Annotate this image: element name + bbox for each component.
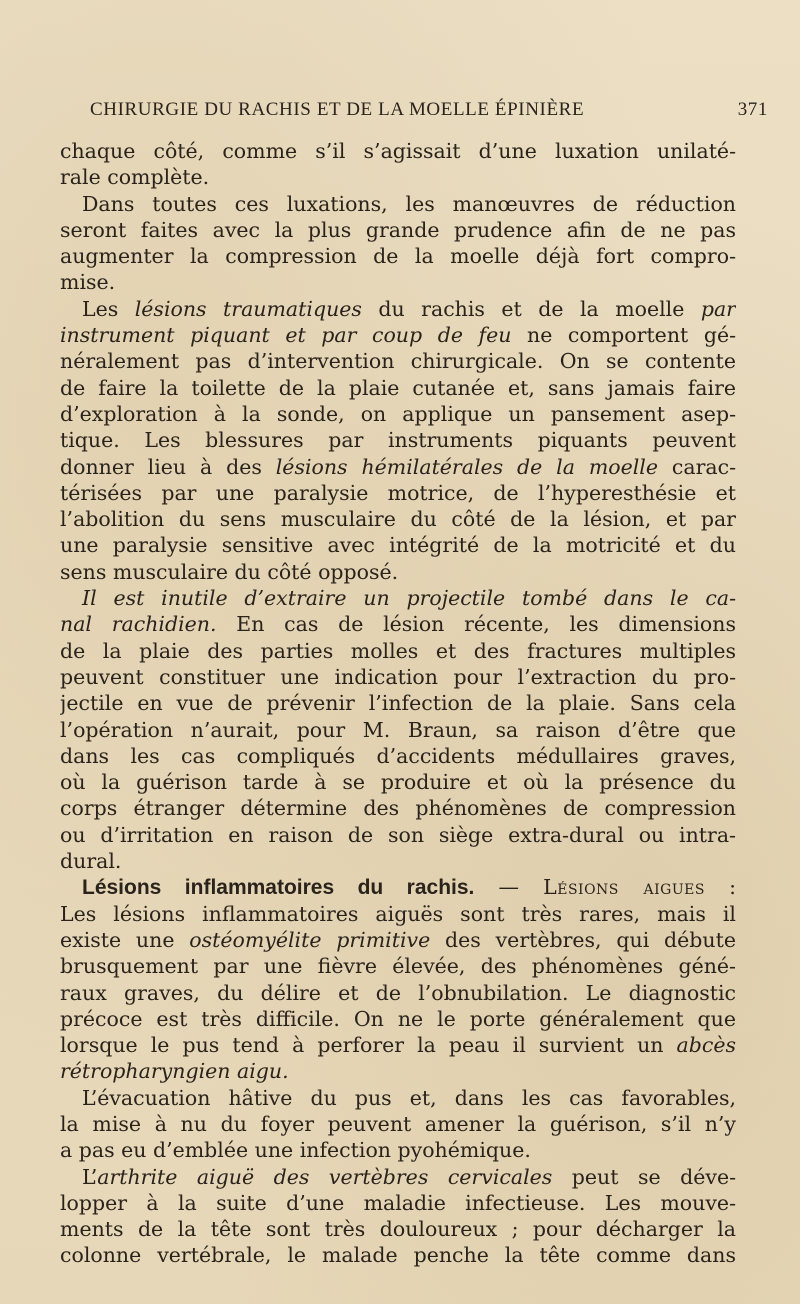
text-line — [60, 664, 736, 690]
text-segment: d’exploration à la sonde, on applique un pansement asep- — [60, 401, 736, 426]
text-segment: carac- — [657, 454, 736, 479]
subsection-label: Lésions aigues — [543, 875, 705, 900]
text-segment: l’abolition du sens musculaire du côté de la lésion, et par — [60, 507, 736, 532]
text-segment: dans les cas compliqués d’accidents médullaires graves, — [60, 743, 736, 768]
italic-phrase: arthrite aiguë des vertèbres cervicales — [97, 1164, 553, 1189]
italic-phrase: ostéomyélite primitive — [189, 927, 431, 952]
text-line — [60, 927, 736, 953]
text-line — [60, 690, 736, 716]
page-header — [90, 99, 768, 121]
text-line — [60, 638, 736, 664]
text-line — [60, 848, 736, 874]
text-line — [60, 1058, 736, 1084]
text-segment: — — [474, 875, 544, 900]
text-line — [60, 1006, 736, 1032]
text-segment: L’ — [82, 1164, 98, 1189]
text-segment: Dans toutes ces luxations, les manœuvres de réduction — [82, 191, 736, 216]
text-line — [60, 980, 736, 1006]
italic-phrase: instrument piquant et par coup de feu — [60, 323, 512, 348]
text-segment: existe une — [60, 927, 190, 952]
text-line — [60, 1111, 736, 1137]
text-line — [60, 243, 736, 269]
text-line — [60, 296, 736, 322]
text-line — [60, 322, 736, 348]
text-line — [60, 138, 736, 164]
text-line — [60, 717, 736, 743]
text-line — [60, 1137, 736, 1163]
text-line — [60, 401, 736, 427]
text-segment: des vertèbres, qui débute — [430, 927, 736, 952]
text-segment: tique. Les blessures par instruments piquants peuvent — [60, 428, 736, 453]
text-segment: une paralysie sensitive avec intégrité de la motricité et du — [60, 533, 736, 558]
running-title: CHIRURGIE DU RACHIS ET DE LA MOELLE ÉPINIÈRE — [90, 99, 585, 120]
text-segment: En cas de lésion récente, les dimensions — [216, 612, 736, 637]
italic-phrase: par — [700, 296, 736, 321]
italic-phrase: nal rachidien. — [60, 612, 217, 637]
text-segment: néralement pas d’intervention chirurgicale. On se contente — [60, 349, 736, 374]
text-segment: précoce est très difficile. On ne le porte généralement que — [60, 1006, 736, 1031]
text-segment: seront faites avec la plus grande prudence afin de ne pas — [60, 217, 736, 242]
text-line — [60, 769, 736, 795]
text-segment: lorsque le pus tend à perforer la peau il survient un — [60, 1033, 677, 1058]
text-segment: L’évacuation hâtive du pus et, dans les cas favorables, — [82, 1085, 736, 1110]
text-segment: peuvent constituer une indication pour l’extraction du pro- — [60, 664, 736, 689]
text-line — [60, 1164, 736, 1190]
text-segment: térisées par une paralysie motrice, de l’hyperesthésie et — [60, 480, 736, 505]
text-line — [60, 480, 736, 506]
text-segment: jectile en vue de prévenir l’infection de la plaie. Sans cela — [60, 691, 736, 716]
text-line — [60, 822, 736, 848]
text-segment: mise. — [60, 270, 116, 295]
text-line — [60, 1242, 736, 1268]
text-segment: donner lieu à des — [60, 454, 276, 479]
text-line — [60, 953, 736, 979]
text-segment: ments de la tête sont très douloureux ; pour décharger la — [60, 1217, 736, 1242]
italic-phrase: abcès — [676, 1033, 736, 1058]
text-segment: augmenter la compression de la moelle déjà fort compro- — [60, 244, 736, 269]
text-line — [60, 269, 736, 295]
text-line — [60, 1216, 736, 1242]
text-line — [60, 454, 736, 480]
text-segment: : — [704, 875, 736, 900]
text-line — [60, 1032, 736, 1058]
italic-phrase: lésions traumatiques — [134, 296, 362, 321]
text-line — [60, 874, 736, 900]
text-segment: corps étranger détermine des phénomènes de compression — [60, 796, 736, 821]
book-page — [60, 0, 768, 1304]
text-segment: chaque côté, comme s’il s’agissait d’une luxation unilaté- — [60, 139, 736, 163]
italic-phrase: rétropharyngien aigu. — [60, 1059, 289, 1084]
text-segment: de faire la toilette de la plaie cutanée et, sans jamais faire — [60, 375, 736, 400]
text-line — [60, 743, 736, 769]
text-line — [60, 1190, 736, 1216]
text-line — [60, 375, 736, 401]
text-segment: a pas eu d’emblée une infection pyohémique. — [60, 1138, 531, 1163]
text-segment: la mise à nu du foyer peuvent amener la guérison, s’il n’y — [60, 1111, 736, 1136]
text-segment: du rachis et de la moelle — [361, 296, 701, 321]
page-number: 371 — [737, 99, 768, 120]
text-segment: sens musculaire du côté opposé. — [60, 559, 399, 584]
text-line — [60, 559, 736, 585]
text-line — [60, 611, 736, 637]
text-line — [60, 901, 736, 927]
text-segment: raux graves, du délire et de l’obnubilation. Le diagnostic — [60, 980, 736, 1005]
body-text — [60, 138, 736, 1269]
italic-phrase: Il est inutile d’extraire un projectile tombé dans le ca- — [82, 586, 736, 611]
text-line — [60, 217, 736, 243]
text-line — [60, 1085, 736, 1111]
text-segment: dural. — [60, 849, 122, 874]
text-segment: rale complète. — [60, 165, 210, 190]
text-line — [60, 506, 736, 532]
text-line — [60, 532, 736, 558]
text-segment: brusquement par une fièvre élevée, des phénomènes géné- — [60, 954, 736, 979]
text-segment: l’opération n’aurait, pour M. Braun, sa raison d’être que — [60, 717, 736, 742]
text-segment: où la guérison tarde à se produire et où la présence du — [60, 770, 736, 795]
text-line — [60, 348, 736, 374]
text-line — [60, 585, 736, 611]
text-segment: ou d’irritation en raison de son siège extra-dural ou intra- — [60, 822, 736, 847]
text-segment: colonne vertébrale, le malade penche la tête comme dans — [60, 1243, 736, 1268]
text-segment: peut se déve- — [552, 1164, 736, 1189]
text-line — [60, 191, 736, 217]
text-line — [60, 164, 736, 190]
text-segment: Les lésions inflammatoires aiguës sont très rares, mais il — [60, 901, 736, 926]
text-line — [60, 795, 736, 821]
text-segment: de la plaie des parties molles et des fractures multiples — [60, 638, 736, 663]
text-line — [60, 427, 736, 453]
text-segment: Les — [82, 296, 135, 321]
italic-phrase: lésions hémilatérales de la moelle — [275, 454, 658, 479]
text-segment: ne comportent gé- — [511, 323, 736, 348]
section-heading: Lésions inflammatoires du rachis. — [82, 876, 475, 900]
text-segment: lopper à la suite d’une maladie infectieuse. Les mouve- — [60, 1190, 736, 1215]
